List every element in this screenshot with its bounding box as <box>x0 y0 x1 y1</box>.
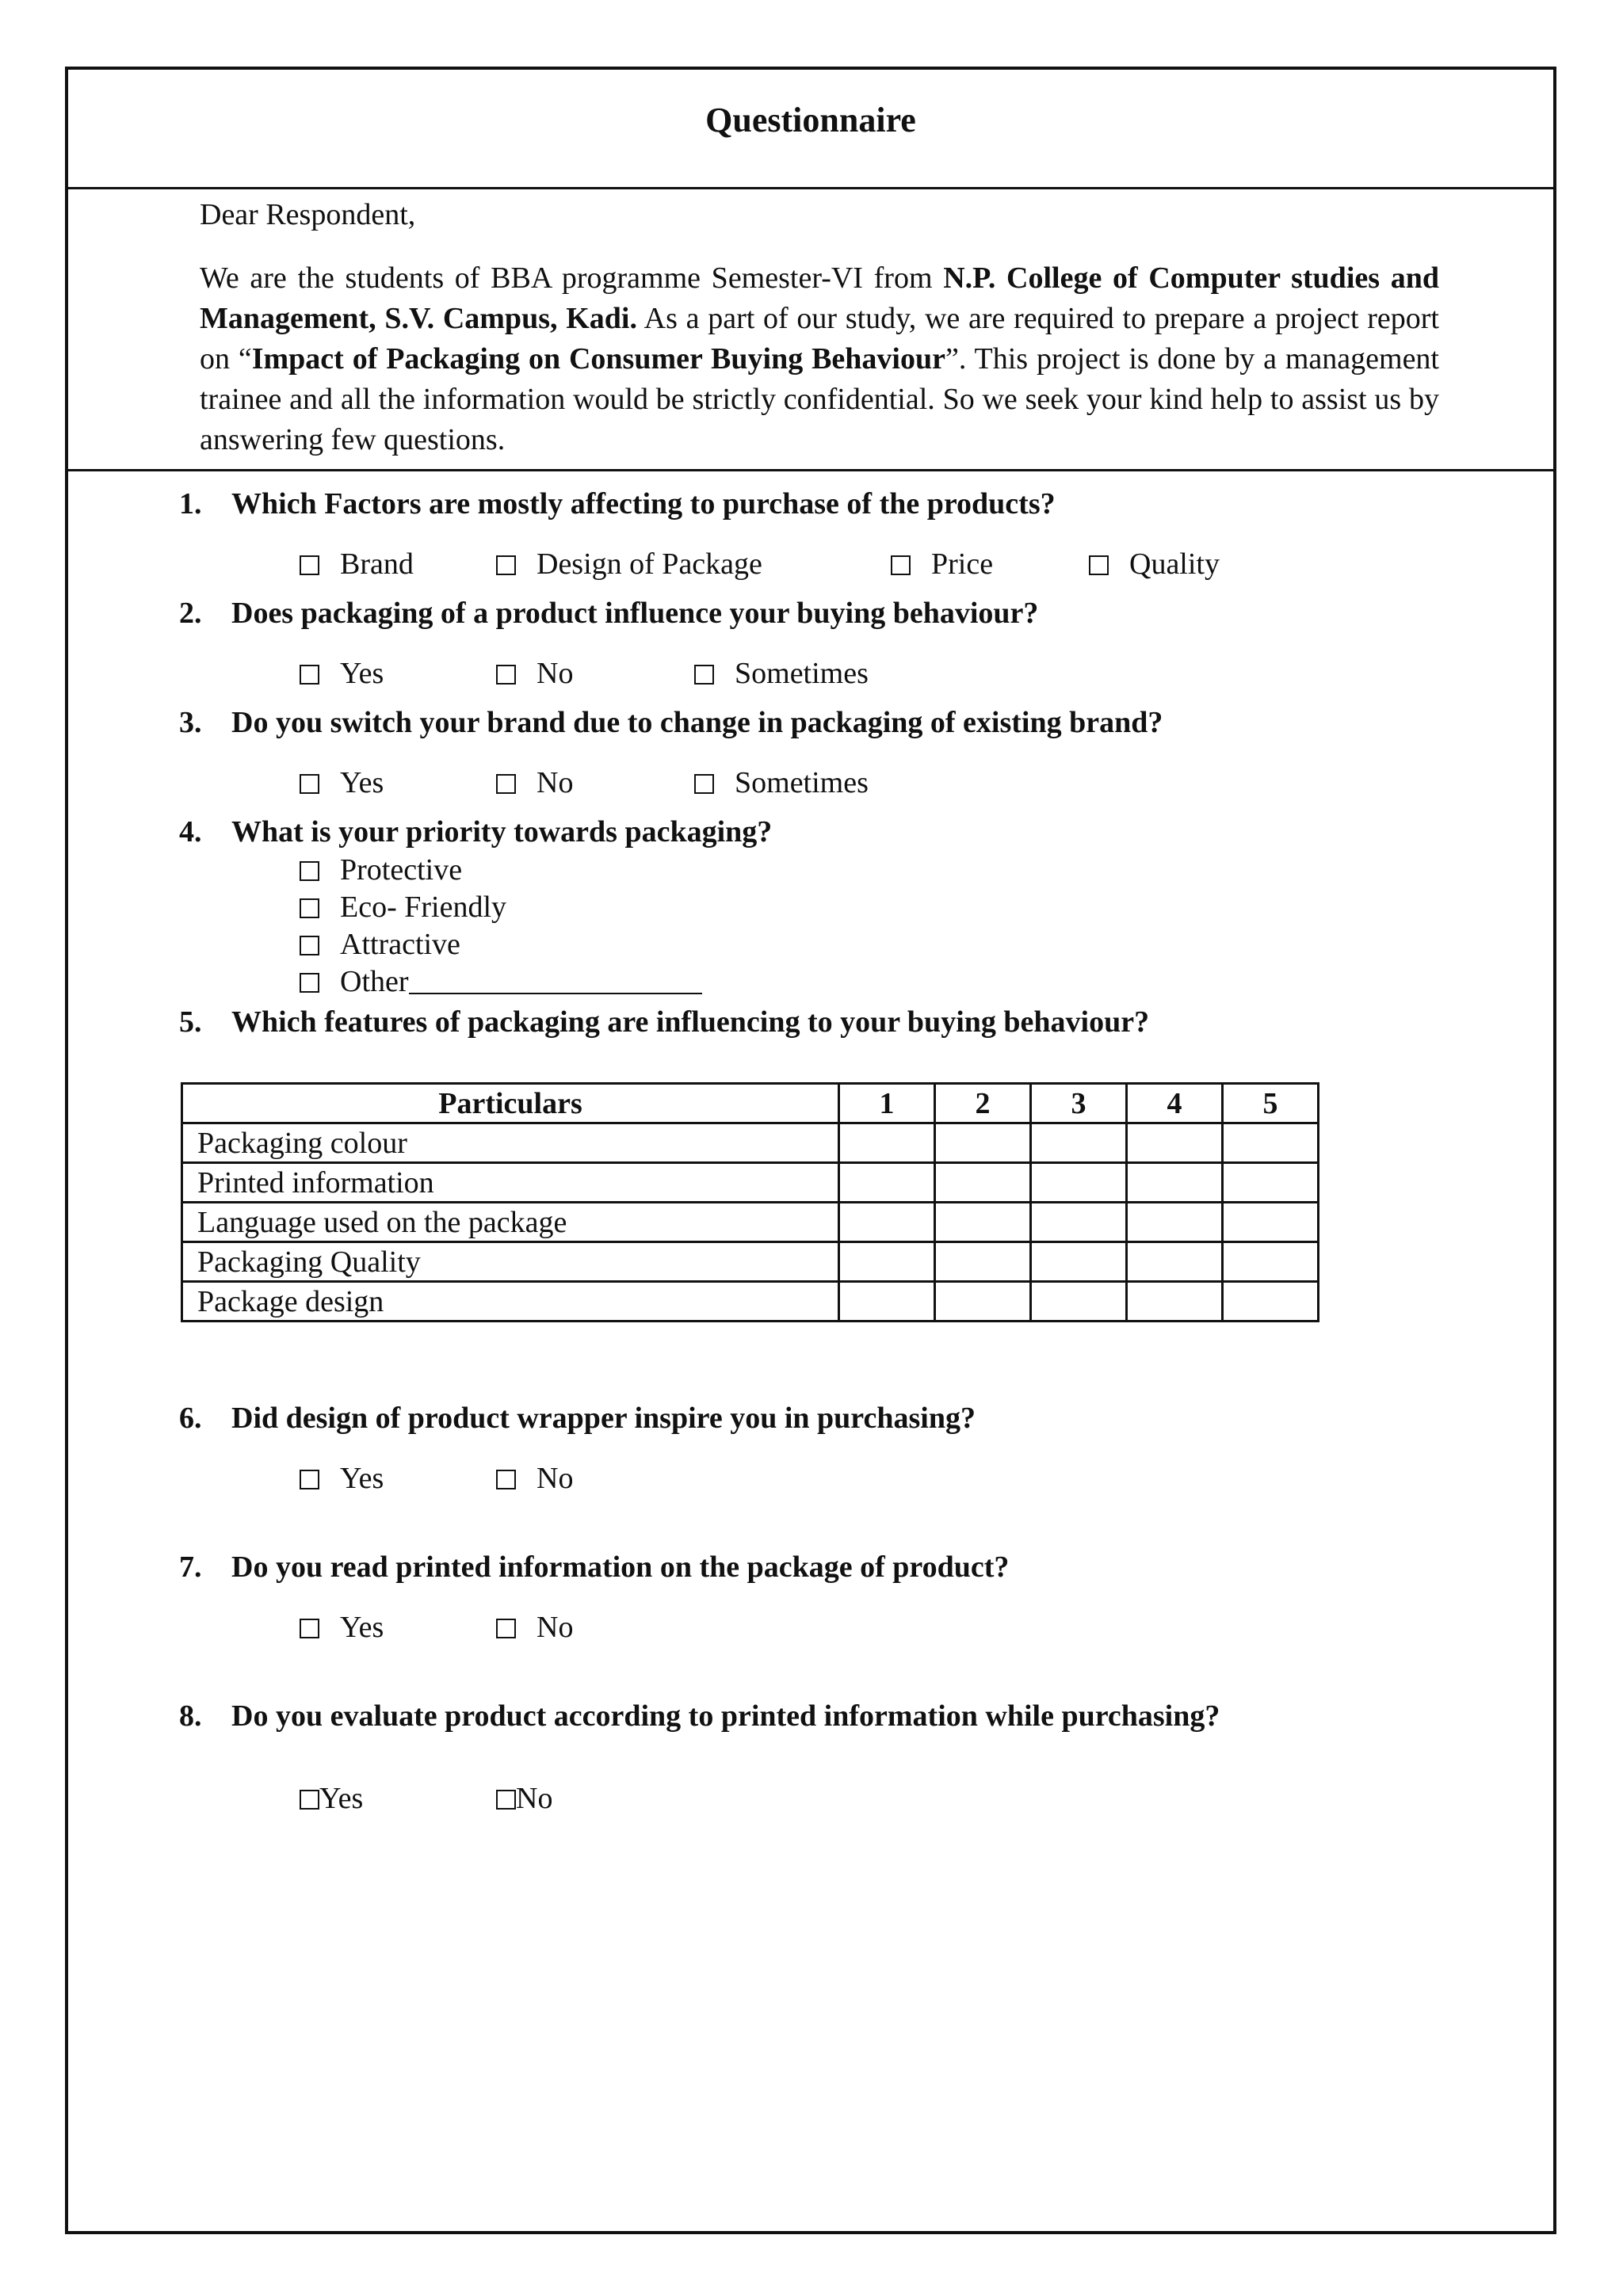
rating-cell[interactable] <box>1223 1163 1319 1203</box>
rating-cell[interactable] <box>1127 1123 1223 1163</box>
row-label: Printed information <box>182 1163 839 1203</box>
checkbox-icon[interactable] <box>300 1790 319 1810</box>
checkbox-icon[interactable] <box>694 665 714 685</box>
rating-cell[interactable] <box>935 1203 1031 1242</box>
salutation: Dear Respondent, <box>200 198 416 231</box>
option-yes[interactable]: Yes <box>300 1461 384 1496</box>
option-no[interactable]: No <box>496 1781 552 1816</box>
rating-cell[interactable] <box>1031 1282 1127 1322</box>
option-no[interactable]: No <box>496 656 573 691</box>
title-divider <box>68 187 1553 189</box>
option-attractive[interactable]: Attractive <box>300 927 460 962</box>
table-row <box>182 1282 1319 1322</box>
column-header-2: 2 <box>935 1084 1031 1123</box>
option-protective[interactable]: Protective <box>300 852 462 887</box>
option-yes[interactable]: Yes <box>300 765 384 800</box>
question-5: 5. Which features of packaging are influencing to your buying behaviour? <box>179 1005 1150 1039</box>
checkbox-icon[interactable] <box>496 665 516 685</box>
table-row <box>182 1163 1319 1203</box>
rating-cell[interactable] <box>1223 1242 1319 1282</box>
checkbox-icon[interactable] <box>300 936 319 955</box>
checkbox-icon[interactable] <box>496 555 516 575</box>
rating-cell[interactable] <box>935 1123 1031 1163</box>
rating-cell[interactable] <box>839 1123 935 1163</box>
rating-cell[interactable] <box>1031 1203 1127 1242</box>
column-header-4: 4 <box>1127 1084 1223 1123</box>
rating-cell[interactable] <box>1031 1242 1127 1282</box>
question-2: 2. Does packaging of a product influence your buying behaviour? <box>179 597 1039 630</box>
question-3: 3. Do you switch your brand due to change in packaging of existing brand? <box>179 706 1163 739</box>
table-row <box>182 1242 1319 1282</box>
checkbox-icon[interactable] <box>694 774 714 794</box>
option-design-of-package[interactable]: Design of Package <box>496 547 762 582</box>
checkbox-icon[interactable] <box>300 665 319 685</box>
column-header-3: 3 <box>1031 1084 1127 1123</box>
option-sometimes[interactable]: Sometimes <box>694 765 869 800</box>
intro-text-3: ”. This project is done by a management trainee and all the information would be strictly confidential. So we seek your kind help to assist us by answering few questions. <box>200 342 1439 456</box>
rating-cell[interactable] <box>1127 1163 1223 1203</box>
other-blank-line[interactable] <box>409 969 702 994</box>
rating-cell[interactable] <box>935 1163 1031 1203</box>
option-quality[interactable]: Quality <box>1089 547 1220 582</box>
rating-cell[interactable] <box>1127 1282 1223 1322</box>
table-row <box>182 1203 1319 1242</box>
checkbox-icon[interactable] <box>300 774 319 794</box>
question-1: 1. Which Factors are mostly affecting to purchase of the products? <box>179 487 1056 521</box>
checkbox-icon[interactable] <box>1089 555 1109 575</box>
intro-text-1: We are the students of BBA programme Semester-VI from <box>200 261 944 295</box>
option-no[interactable]: No <box>496 1610 573 1645</box>
option-yes[interactable]: Yes <box>300 1781 363 1816</box>
checkbox-icon[interactable] <box>300 1470 319 1489</box>
checkbox-icon[interactable] <box>891 555 911 575</box>
project-topic: Impact of Packaging on Consumer Buying Behaviour <box>251 342 945 376</box>
question-8: 8. Do you evaluate product according to printed information while purchasing? <box>179 1699 1220 1733</box>
rating-cell[interactable] <box>1223 1203 1319 1242</box>
checkbox-icon[interactable] <box>496 1470 516 1489</box>
option-no[interactable]: No <box>496 765 573 800</box>
option-other[interactable]: Other <box>300 964 702 999</box>
rating-cell[interactable] <box>935 1282 1031 1322</box>
column-header-particulars: Particulars <box>182 1084 839 1123</box>
checkbox-icon[interactable] <box>300 1619 319 1638</box>
rating-cell[interactable] <box>1127 1242 1223 1282</box>
column-header-1: 1 <box>839 1084 935 1123</box>
question-6: 6. Did design of product wrapper inspire you in purchasing? <box>179 1402 976 1435</box>
rating-cell[interactable] <box>839 1163 935 1203</box>
checkbox-icon[interactable] <box>300 555 319 575</box>
checkbox-icon[interactable] <box>496 774 516 794</box>
rating-cell[interactable] <box>1031 1163 1127 1203</box>
rating-cell[interactable] <box>839 1282 935 1322</box>
rating-cell[interactable] <box>1127 1203 1223 1242</box>
checkbox-icon[interactable] <box>300 973 319 993</box>
option-brand[interactable]: Brand <box>300 547 414 582</box>
rating-cell[interactable] <box>1223 1123 1319 1163</box>
rating-cell[interactable] <box>839 1242 935 1282</box>
checkbox-icon[interactable] <box>496 1619 516 1638</box>
option-price[interactable]: Price <box>891 547 993 582</box>
page-title: Questionnaire <box>705 101 916 139</box>
college-name: N.P. College of Computer studies and Management, S.V. Campus, Kadi. <box>200 261 1439 335</box>
checkbox-icon[interactable] <box>496 1790 516 1810</box>
table-row <box>182 1123 1319 1163</box>
question-4: 4. What is your priority towards packaging? <box>179 815 773 849</box>
option-sometimes[interactable]: Sometimes <box>694 656 869 691</box>
table-header-row <box>182 1084 1319 1123</box>
intro-text-2: As a part of our study, we are required to prepare a project report on “ <box>200 302 1439 376</box>
row-label: Packaging Quality <box>182 1242 839 1282</box>
option-eco-friendly[interactable]: Eco- Friendly <box>300 890 506 925</box>
rating-cell[interactable] <box>935 1242 1031 1282</box>
rating-cell[interactable] <box>1223 1282 1319 1322</box>
column-header-5: 5 <box>1223 1084 1319 1123</box>
option-yes[interactable]: Yes <box>300 656 384 691</box>
intro-paragraph <box>200 258 1439 460</box>
question-7: 7. Do you read printed information on the package of product? <box>179 1550 1010 1584</box>
option-yes[interactable]: Yes <box>300 1610 384 1645</box>
row-label: Packaging colour <box>182 1123 839 1163</box>
intro-divider <box>68 469 1553 471</box>
rating-cell[interactable] <box>1031 1123 1127 1163</box>
option-no[interactable]: No <box>496 1461 573 1496</box>
checkbox-icon[interactable] <box>300 898 319 918</box>
row-label: Language used on the package <box>182 1203 839 1242</box>
rating-table <box>181 1082 1319 1322</box>
rating-cell[interactable] <box>839 1203 935 1242</box>
row-label: Package design <box>182 1282 839 1322</box>
checkbox-icon[interactable] <box>300 861 319 881</box>
